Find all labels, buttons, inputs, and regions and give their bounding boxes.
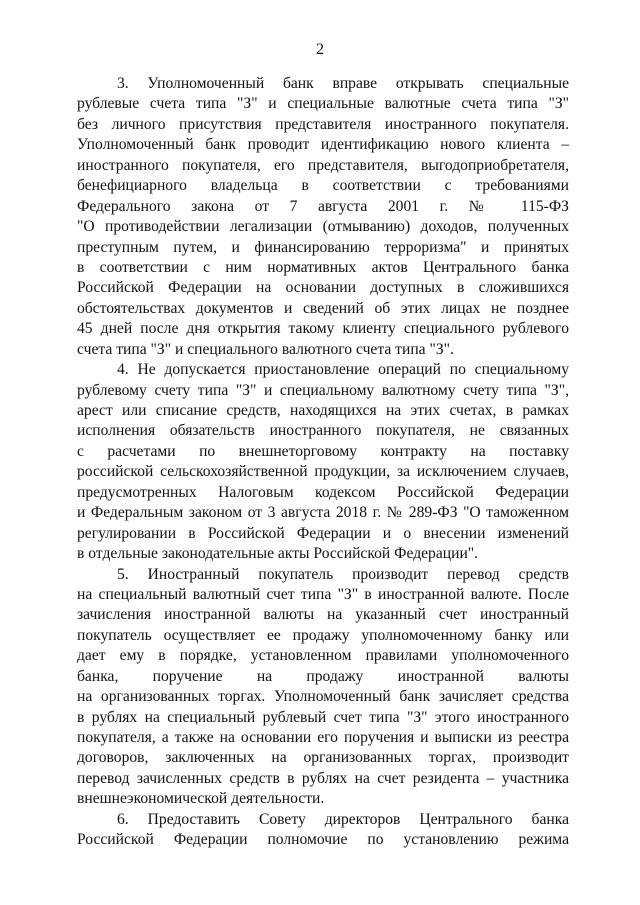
page-number: 2 bbox=[316, 41, 324, 58]
paragraph-line: Федерального закона от 7 августа 2001 г. № 115-ФЗ bbox=[77, 197, 569, 215]
paragraph-line: Уполномоченный банк проводит идентификацию нового клиента – bbox=[77, 136, 569, 154]
paragraph-line: в отдельные законодательные акты Российской Федерации". bbox=[77, 545, 479, 563]
paragraph-line: на организованных торгах. Уполномоченный банк зачисляет средства bbox=[77, 688, 569, 706]
paragraph-6 bbox=[77, 810, 569, 851]
paragraph-line: 4. Не допускается приостановление операций по специальному bbox=[117, 361, 569, 379]
paragraph-line: российской сельскохозяйственной продукции, за исключением случаев, bbox=[77, 463, 569, 481]
paragraph-3 bbox=[77, 74, 569, 360]
paragraph-line: Российской Федерации на основании доступных в сложившихся bbox=[77, 279, 569, 297]
paragraph-line: рублевые счета типа "З" и специальные валютные счета типа "З" bbox=[77, 95, 569, 113]
paragraph-5 bbox=[77, 565, 569, 810]
paragraph-line: арест или списание средств, находящихся на этих счетах, в рамках bbox=[77, 402, 569, 419]
paragraph-line: банка, поручение на продажу иностранной валюты bbox=[77, 667, 569, 685]
paragraph-line: на специальный валютный счет типа "З" в иностранной валюте. После bbox=[77, 585, 569, 603]
paragraph-line: 3. Уполномоченный банк вправе открывать специальные bbox=[117, 75, 569, 92]
paragraph-line: договоров, заключенных на организованных торгах, производит bbox=[77, 749, 569, 767]
paragraph-line: в рублях на специальный рублевый счет типа "З" этого иностранного bbox=[77, 708, 569, 726]
paragraph-line: в соответствии с ним нормативных актов Центрального банка bbox=[77, 258, 569, 276]
paragraph-line: 6. Предоставить Совету директоров Центрального банка bbox=[117, 810, 569, 828]
paragraph-line: исполнения обязательств иностранного покупателя, не связанных bbox=[77, 422, 569, 440]
paragraph-line: покупатель осуществляет ее продажу уполномоченному банку или bbox=[77, 626, 569, 644]
paragraph-line: "О противодействии легализации (отмыванию) доходов, полученных bbox=[77, 218, 569, 236]
document-body bbox=[77, 74, 569, 851]
paragraph-line: 5. Иностранный покупатель производит перевод средств bbox=[117, 565, 569, 583]
paragraph-line: Российской Федерации полномочие по установлению режима bbox=[77, 831, 569, 849]
paragraph-line: перевод зачисленных средств в рублях на счет резидента – участника bbox=[77, 769, 569, 787]
paragraph-line: 45 дней после дня открытия такому клиенту специального рублевого bbox=[77, 320, 569, 338]
paragraph-line: покупателя, а также на основании его поручения и выписки из реестра bbox=[77, 729, 569, 746]
paragraph-line: регулировании в Российской Федерации и о внесении изменений bbox=[77, 524, 569, 542]
paragraph-line: дает ему в порядке, установленном правилами уполномоченного bbox=[77, 647, 569, 665]
paragraph-line: счета типа "З" и специального валютного счета типа "З". bbox=[77, 340, 454, 358]
paragraph-line: предусмотренных Налоговым кодексом Российской Федерации bbox=[77, 483, 569, 501]
paragraph-line: внешнеэкономической деятельности. bbox=[77, 790, 325, 808]
paragraph-line: с расчетами по внешнеторговому контракту на поставку bbox=[77, 442, 569, 460]
paragraph-line: рублевому счету типа "З" и специальному валютному счету типа "З", bbox=[77, 381, 569, 399]
paragraph-line: обстоятельствах документов и сведений об этих лицах не позднее bbox=[77, 299, 569, 317]
paragraph-4 bbox=[77, 360, 569, 564]
paragraph-line: преступным путем, и финансированию терроризма" и принятых bbox=[77, 238, 569, 256]
paragraph-line: и Федеральным законом от 3 августа 2018 г. № 289-ФЗ "О таможенном bbox=[77, 504, 569, 522]
paragraph-line: бенефициарного владельца в соответствии с требованиями bbox=[77, 177, 569, 195]
paragraph-line: иностранного покупателя, его представителя, выгодоприобретателя, bbox=[77, 156, 569, 174]
paragraph-line: без личного присутствия представителя иностранного покупателя. bbox=[77, 115, 569, 133]
paragraph-line: зачисления иностранной валюты на указанный счет иностранный bbox=[77, 606, 569, 624]
